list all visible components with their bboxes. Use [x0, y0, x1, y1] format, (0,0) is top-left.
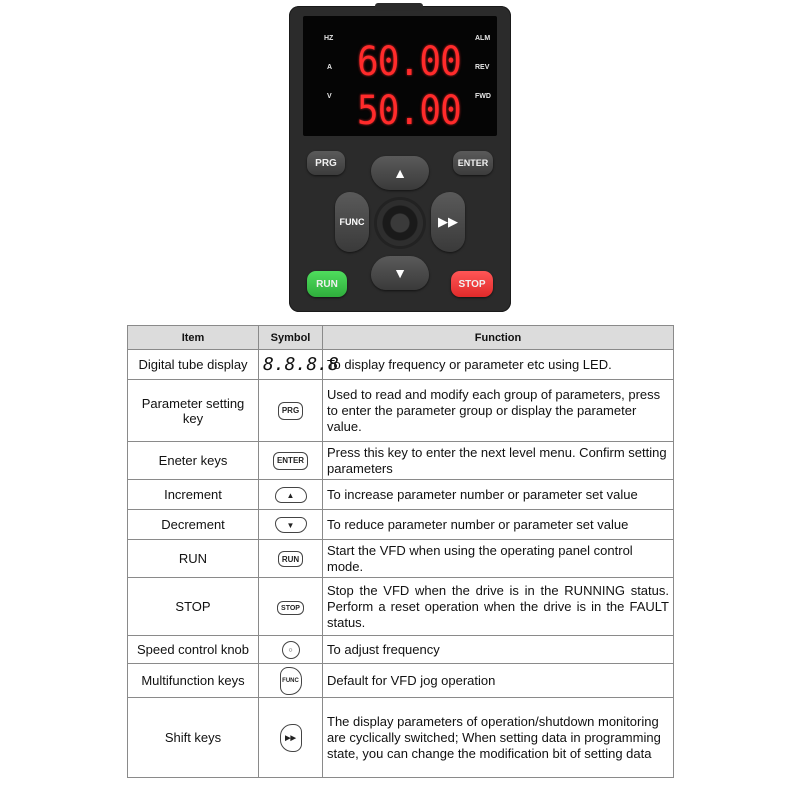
enter-button[interactable]: ENTER [453, 151, 493, 175]
triangle-down-icon: ▼ [393, 265, 407, 281]
digital-tube-icon: 8.8.8.8 [263, 354, 339, 375]
symbol-cell [259, 540, 323, 578]
function-cell: Stop the VFD when the drive is in the RUNNING status. Perform a reset operation when the drive is in the FAULT status. [323, 578, 674, 636]
led-display [303, 16, 497, 136]
symbol-cell [259, 510, 323, 540]
prg-key-icon: PRG [278, 402, 303, 420]
function-cell: The display parameters of operation/shutdown monitoring are cyclically switched; When setting data in programming state, you can change the modification bit of setting data [323, 698, 674, 778]
key-function-table [127, 325, 674, 778]
table-row [128, 442, 674, 480]
prg-button[interactable]: PRG [307, 151, 345, 175]
function-cell: To reduce parameter number or parameter set value [323, 510, 674, 540]
table-row [128, 510, 674, 540]
vfd-keypad-panel [289, 6, 511, 312]
function-cell: To increase parameter number or parameter set value [323, 480, 674, 510]
item-cell: Increment [128, 480, 259, 510]
table-row [128, 578, 674, 636]
run-button[interactable]: RUN [307, 271, 347, 297]
item-cell: Shift keys [128, 698, 259, 778]
panel-clip [375, 3, 423, 11]
function-cell: Used to read and modify each group of parameters, press to enter the parameter group or display the parameter value. [323, 380, 674, 442]
display-bottom-value: 50.00 [357, 88, 461, 134]
item-cell: Parameter setting key [128, 380, 259, 442]
speed-control-knob[interactable] [377, 200, 423, 246]
rev-indicator: REV [475, 64, 490, 71]
display-top-value: 60.00 [357, 39, 461, 85]
shift-key-icon: ▶▶ [280, 724, 302, 752]
v-indicator: V [327, 93, 332, 100]
item-cell: Decrement [128, 510, 259, 540]
symbol-cell [259, 350, 339, 380]
a-indicator: A [327, 64, 333, 71]
table-row [128, 380, 674, 442]
header-item: Item [128, 326, 259, 350]
alm-indicator: ALM [475, 35, 491, 42]
item-cell: Multifunction keys [128, 664, 259, 698]
increment-key-icon: ▲ [275, 487, 307, 503]
function-cell: To adjust frequency [323, 636, 674, 664]
function-cell: To display frequency or parameter etc using LED. [323, 350, 674, 380]
table-header-row [128, 326, 674, 350]
fwd-indicator: FWD [475, 93, 491, 100]
header-symbol: Symbol [259, 326, 323, 350]
double-arrow-right-icon: ▶▶ [438, 214, 458, 229]
func-button[interactable]: FUNC [335, 192, 369, 252]
item-cell: Digital tube display [128, 350, 259, 380]
item-cell: STOP [128, 578, 259, 636]
function-cell: Default for VFD jog operation [323, 664, 674, 698]
header-function: Function [323, 326, 674, 350]
symbol-cell [259, 636, 323, 664]
table-row [128, 636, 674, 664]
symbol-cell [259, 442, 323, 480]
triangle-up-icon: ▲ [393, 165, 407, 181]
hz-indicator: HZ [324, 35, 334, 42]
down-arrow-button[interactable] [371, 256, 429, 290]
table-row [128, 480, 674, 510]
table-row [128, 350, 674, 380]
shift-button[interactable] [431, 192, 465, 252]
up-arrow-button[interactable] [371, 156, 429, 190]
symbol-cell [259, 578, 323, 636]
function-cell: Press this key to enter the next level menu. Confirm setting parameters [323, 442, 674, 480]
symbol-cell [259, 698, 323, 778]
knob-icon: ○ [282, 641, 300, 659]
table-row [128, 540, 674, 578]
symbol-cell [259, 664, 323, 698]
stop-button[interactable]: STOP [451, 271, 493, 297]
function-cell: Start the VFD when using the operating panel control mode. [323, 540, 674, 578]
item-cell: Speed control knob [128, 636, 259, 664]
run-key-icon: RUN [278, 551, 303, 567]
symbol-cell [259, 380, 323, 442]
stop-key-icon: STOP [277, 601, 304, 615]
table-row [128, 664, 674, 698]
item-cell: RUN [128, 540, 259, 578]
func-key-icon: FUNC [280, 667, 302, 695]
item-cell: Eneter keys [128, 442, 259, 480]
decrement-key-icon: ▼ [275, 517, 307, 533]
enter-key-icon: ENTER [273, 452, 308, 470]
table-row [128, 698, 674, 778]
symbol-cell [259, 480, 323, 510]
